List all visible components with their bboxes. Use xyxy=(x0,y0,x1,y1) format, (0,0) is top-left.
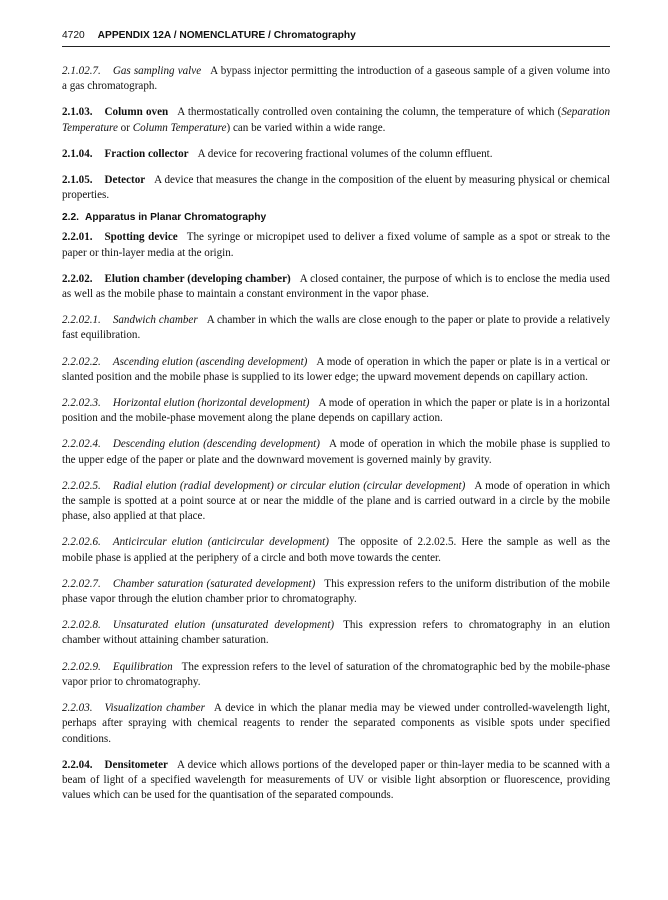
entry-column-oven xyxy=(62,105,610,135)
entry-definition: A thermostatically controlled oven containing the column, the temperature of which ( xyxy=(177,106,562,119)
entry-term: Chamber saturation (saturated development) xyxy=(112,577,316,590)
entry-term: Detector xyxy=(104,174,146,187)
entry-definition: This expression refers to the uniform distribution of the mobile phase vapor through the elution chamber prior to chromatography. xyxy=(62,577,610,606)
entry-term: Horizontal elution (horizontal development) xyxy=(112,397,310,410)
entry-term: Unsaturated elution (unsaturated development) xyxy=(112,619,335,632)
entry-definition: A device which allows portions of the developed paper or thin-layer media to be scanned with a beam of light of a specified wavelength for measurements of UV or visible light absorption or fluorescence, providing values which can be used for the quantisation of the separated compounds. xyxy=(62,758,610,802)
glossary-entry xyxy=(62,479,610,525)
entry-term: Gas sampling valve xyxy=(112,65,202,77)
entry-number: 2.2.02.6. xyxy=(62,536,101,549)
glossary-entry xyxy=(62,577,610,607)
entry-term: Sandwich chamber xyxy=(112,314,198,327)
glossary-entry xyxy=(62,272,610,302)
entry-term: Elution chamber (developing chamber) xyxy=(104,272,291,285)
entry-term: Column oven xyxy=(104,106,169,119)
entry-definition: A mode of operation in which the sample is spotted at a point source at or near the middle of the plane and is carried outward in a circle by the mobile phase, also applied at that place. xyxy=(62,479,610,523)
entry-number: 2.2.01. xyxy=(62,231,93,244)
glossary-entry xyxy=(62,618,610,648)
entry-list xyxy=(62,230,610,803)
entry-definition: The expression refers to the level of saturation of the chromatographic bed by the mobile-phase vapor prior to chromatography. xyxy=(62,660,610,688)
entry-term: Densitometer xyxy=(104,758,168,771)
glossary-entry xyxy=(62,437,610,467)
page-body xyxy=(62,64,610,814)
entry-number: 2.1.03. xyxy=(62,106,93,119)
entry-definition: The opposite of 2.2.02.5. Here the sample as well as the mobile phase is applied at the periphery of a circle and both move towards the center. xyxy=(62,536,610,564)
entry-number: 2.2.02.8. xyxy=(62,619,101,632)
entry-term: Fraction collector xyxy=(104,147,189,160)
entry-number: 2.1.02.7. xyxy=(62,65,101,77)
entry-definition: A chamber in which the walls are close enough to the paper or plate to provide a relatively fast equilibration. xyxy=(62,314,611,342)
entry-definition: A bypass injector permitting the introduction of a gaseous sample of a given volume into a gas chromatograph. xyxy=(62,65,610,93)
entry-number: 2.2.04. xyxy=(62,758,93,771)
entry-number: 2.2.02.1. xyxy=(62,314,101,327)
entry-number: 2.2.02.9. xyxy=(62,660,101,673)
entry-definition: A closed container, the purpose of which is to enclose the media used as well as the mobile phase to maintain a constant environment in the vapor phase. xyxy=(62,272,610,301)
entry-definition: A mode of operation in which the mobile phase is supplied to the upper edge of the paper or plate and the downward movement is governed mainly by gravity. xyxy=(62,438,610,466)
entry-definition-italic: Column Temperature xyxy=(132,121,227,134)
entry-definition-end: ) can be varied within a wide range. xyxy=(226,121,386,134)
entry-term: Ascending elution (ascending development) xyxy=(112,355,308,368)
entry-definition: A device in which the planar media may be viewed under controlled-wavelength light, perhaps after spraying with chemical reagents to render the separated components as visible spots under specified conditions. xyxy=(62,702,610,745)
section-heading xyxy=(62,211,610,225)
glossary-entry xyxy=(62,396,610,426)
entry-definition: A mode of operation in which the paper or plate is in a horizontal position and the mobile-phase movement along the plane depends on capillary action. xyxy=(62,397,610,425)
section-number: 2.2. xyxy=(62,212,79,224)
glossary-entry xyxy=(62,660,610,690)
entry-definition: A device that measures the change in the composition of the eluent by measuring physical or chemical properties. xyxy=(62,174,610,202)
entry-number: 2.2.02.3. xyxy=(62,397,101,410)
entry-detector xyxy=(62,173,610,203)
entry-number: 2.1.04. xyxy=(62,147,93,160)
glossary-entry xyxy=(62,535,610,565)
header-rule xyxy=(62,46,610,47)
running-header xyxy=(62,30,610,41)
entry-term: Anticircular elution (anticircular development) xyxy=(112,536,329,549)
entry-definition: A mode of operation in which the paper or plate is in a vertical or slanted position and the mobile phase is supplied to its lower edge; the upward movement depends on capillary action. xyxy=(62,355,610,383)
entry-term: Descending elution (descending development) xyxy=(112,438,320,451)
glossary-entry xyxy=(62,355,610,385)
entry-definition: A device for recovering fractional volumes of the column effluent. xyxy=(197,147,493,160)
entry-definition: The syringe or micropipet used to deliver a fixed volume of sample as a spot or streak to the paper or thin-layer media at the origin. xyxy=(62,231,611,259)
entry-number: 2.2.02.5. xyxy=(62,479,101,492)
entry-term: Equilibration xyxy=(112,660,173,673)
entry-definition-mid: or xyxy=(117,121,133,134)
entry-definition-italic: Separation Temperature xyxy=(62,106,611,134)
glossary-entry xyxy=(62,230,610,260)
section-title: Apparatus in Planar Chromatography xyxy=(85,212,267,224)
page-number: 4720 xyxy=(62,30,85,41)
entry-term: Visualization chamber xyxy=(104,702,205,715)
entry-number: 2.2.02. xyxy=(62,272,93,285)
entry-definition: This expression refers to chromatography in an elution chamber without attaining chamber saturation. xyxy=(62,619,610,647)
entry-number: 2.2.02.7. xyxy=(62,577,101,590)
entry-number: 2.2.02.2. xyxy=(62,355,101,368)
entry-number: 2.1.05. xyxy=(62,174,93,187)
entry-gas-sampling-valve xyxy=(62,64,610,94)
glossary-entry xyxy=(62,701,610,747)
entry-number: 2.2.02.4. xyxy=(62,438,101,451)
entry-term: Radial elution (radial development) or circular elution (circular development) xyxy=(112,479,466,492)
header-title: APPENDIX 12A / NOMENCLATURE / Chromatography xyxy=(97,30,356,41)
entry-fraction-collector xyxy=(62,147,610,162)
glossary-entry xyxy=(62,313,610,343)
entry-term: Spotting device xyxy=(104,231,178,244)
glossary-entry xyxy=(62,758,610,804)
entry-number: 2.2.03. xyxy=(62,702,93,715)
